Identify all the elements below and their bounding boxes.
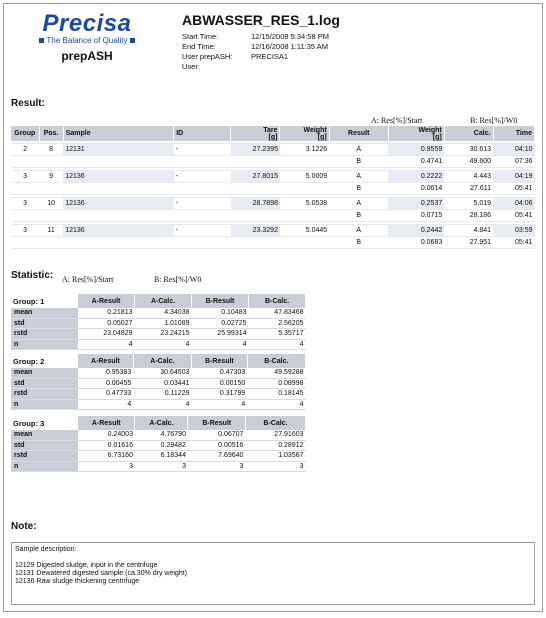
time-cell: 04:19 — [493, 171, 534, 183]
square-bullet-icon — [39, 38, 44, 43]
stat-value: 7.69640 — [188, 451, 245, 462]
pos-cell — [39, 237, 63, 249]
result-group-rows — [11, 195, 535, 222]
statistic-section-title: Statistic: — [11, 270, 54, 281]
result-weight-cell: 0.2442 — [388, 225, 444, 237]
stat-label: std — [11, 378, 78, 389]
result-legend-b: B: Res[%]/W0 — [470, 116, 518, 125]
result-col-header: Weight [g] — [280, 126, 329, 141]
weight-cell — [280, 156, 329, 168]
calc-cell: 4.841 — [444, 225, 493, 237]
result-letter-cell: B — [329, 237, 388, 249]
table-row — [11, 308, 306, 318]
table-row — [11, 339, 306, 350]
pos-cell: 9 — [39, 171, 63, 183]
statistic-col-header: B-Calc. — [245, 416, 305, 430]
time-cell: 03:59 — [493, 225, 534, 237]
time-cell: 04:10 — [493, 144, 534, 156]
sample-cell — [63, 237, 173, 249]
file-title: ABWASSER_RES_1.log — [182, 12, 340, 28]
statistic-col-header: A-Result — [78, 416, 135, 430]
result-letter-cell: B — [329, 210, 388, 222]
statistic-header-row — [11, 416, 306, 430]
stat-value: 0.47303 — [191, 368, 247, 378]
tare-cell: 28.7898 — [231, 198, 280, 210]
result-weight-cell: 0.2222 — [388, 171, 444, 183]
group-name: Group: 2 — [11, 354, 78, 368]
statistic-col-header: A-Calc. — [135, 294, 192, 308]
group-cell — [11, 156, 39, 168]
stat-value: 0.00516 — [188, 440, 245, 451]
time-cell: 05:41 — [493, 183, 534, 195]
statistic-col-header: B-Result — [191, 354, 247, 368]
statistic-header-row — [11, 354, 306, 368]
table-row — [11, 399, 306, 410]
sample-cell: 12131 — [63, 144, 173, 156]
brand-block — [12, 10, 162, 63]
statistic-table — [11, 354, 306, 410]
sample-cell: 12136 — [63, 198, 173, 210]
id-cell: - — [174, 225, 231, 237]
stat-value: 30.64503 — [133, 368, 191, 378]
stat-value: 4 — [191, 399, 247, 410]
statistic-col-header: A-Calc. — [135, 416, 188, 430]
table-row — [11, 183, 535, 195]
group-name: Group: 3 — [11, 416, 78, 430]
table-row — [11, 318, 306, 329]
stat-value: 3 — [245, 461, 305, 472]
calc-cell: 4.443 — [444, 171, 493, 183]
sample-cell — [63, 183, 173, 195]
pos-cell: 10 — [39, 198, 63, 210]
id-cell: - — [174, 198, 231, 210]
statistic-legend-a: A: Res[%]/Start — [62, 275, 114, 284]
group-cell: 3 — [11, 198, 39, 210]
statistic-col-header: B-Calc. — [249, 294, 306, 308]
stat-value: 0.03441 — [133, 378, 191, 389]
stat-value: 0.08998 — [247, 378, 305, 389]
meta-row — [182, 52, 329, 62]
statistic-col-header: B-Result — [192, 294, 249, 308]
table-row — [11, 368, 306, 378]
stat-value: 0.11229 — [133, 389, 191, 400]
statistic-table — [11, 294, 306, 350]
stat-label: n — [11, 461, 78, 472]
file-meta — [182, 32, 329, 72]
result-header-row — [11, 126, 535, 141]
table-row — [11, 440, 306, 451]
stat-value: 4 — [78, 399, 134, 410]
table-row — [11, 156, 535, 168]
calc-cell: 28.186 — [444, 210, 493, 222]
statistic-legend-b: B: Res[%]/W0 — [154, 275, 202, 284]
stat-value: 23.24215 — [135, 329, 192, 340]
group-cell: 3 — [11, 171, 39, 183]
id-cell — [174, 210, 231, 222]
stat-value: 0.24003 — [78, 430, 135, 440]
calc-cell: 49.600 — [444, 156, 493, 168]
stat-value: 4 — [249, 339, 306, 350]
group-cell — [11, 210, 39, 222]
table-row — [11, 144, 535, 156]
result-col-header: ID — [174, 126, 231, 141]
note-box — [11, 542, 535, 605]
meta-label: Start Time: — [182, 32, 219, 41]
result-letter-cell: B — [329, 183, 388, 195]
weight-cell — [280, 210, 329, 222]
precisa-logo: Precisa — [42, 10, 132, 37]
stat-label: n — [11, 339, 78, 350]
result-col-header: Pos. — [39, 126, 63, 141]
table-row — [11, 461, 306, 472]
pos-cell — [39, 183, 63, 195]
stat-label: n — [11, 399, 78, 410]
result-col-header: Result — [329, 126, 388, 141]
weight-cell: 5.0538 — [280, 198, 329, 210]
table-row — [11, 225, 535, 237]
sample-cell: 12136 — [63, 171, 173, 183]
stat-value: 3 — [188, 461, 245, 472]
weight-cell: 5.0009 — [280, 171, 329, 183]
table-row — [11, 210, 535, 222]
stat-label: mean — [11, 430, 78, 440]
sample-cell — [63, 156, 173, 168]
stat-value: 4.76790 — [135, 430, 188, 440]
stat-label: mean — [11, 308, 78, 318]
statistic-col-header: A-Result — [78, 354, 134, 368]
stat-value: 25.99314 — [192, 329, 249, 340]
stat-label: std — [11, 318, 78, 329]
stat-value: 0.01616 — [78, 440, 135, 451]
result-legend-a: A: Res[%]/Start — [371, 116, 423, 125]
meta-row — [182, 62, 329, 72]
result-weight-cell: 0.0715 — [388, 210, 444, 222]
table-row — [11, 171, 535, 183]
stat-label: std — [11, 440, 78, 451]
product-name: prepASH — [61, 49, 113, 63]
stat-value: 4 — [192, 339, 249, 350]
id-cell — [174, 183, 231, 195]
stat-value: 0.31799 — [191, 389, 247, 400]
statistic-col-header: B-Calc. — [247, 354, 305, 368]
calc-cell: 5.019 — [444, 198, 493, 210]
tagline-text: The Balance of Quality — [46, 36, 128, 45]
tare-cell — [231, 210, 280, 222]
stat-value: 0.18145 — [247, 389, 305, 400]
time-cell: 04:06 — [493, 198, 534, 210]
result-weight-cell: 0.9559 — [388, 144, 444, 156]
tare-cell — [231, 183, 280, 195]
id-cell: - — [174, 144, 231, 156]
table-row — [11, 378, 306, 389]
stat-value: 4 — [135, 339, 192, 350]
weight-cell: 3.1226 — [280, 144, 329, 156]
stat-label: mean — [11, 368, 78, 378]
meta-value: 12/16/2008 1:11:35 AM — [251, 42, 329, 51]
result-letter-cell: A — [329, 225, 388, 237]
report-page — [3, 3, 543, 612]
stat-value: 4 — [247, 399, 305, 410]
stat-value: 3 — [78, 461, 135, 472]
table-row — [11, 430, 306, 440]
stat-value: 5.35717 — [249, 329, 306, 340]
meta-row — [182, 42, 329, 52]
tare-cell: 27.2395 — [231, 144, 280, 156]
stat-value: 0.05027 — [78, 318, 135, 329]
result-col-header: Weight [g] — [388, 126, 444, 141]
result-letter-cell: B — [329, 156, 388, 168]
time-cell: 07:36 — [493, 156, 534, 168]
table-row — [11, 329, 306, 340]
meta-row — [182, 32, 329, 42]
stat-value: 0.29482 — [135, 440, 188, 451]
weight-cell: 5.0445 — [280, 225, 329, 237]
table-row — [11, 198, 535, 210]
statistic-col-header: A-Result — [78, 294, 135, 308]
table-row — [11, 451, 306, 462]
stat-label: rstd — [11, 389, 78, 400]
id-cell — [174, 156, 231, 168]
calc-cell: 27.951 — [444, 237, 493, 249]
statistic-col-header: B-Result — [188, 416, 245, 430]
group-cell — [11, 183, 39, 195]
tare-cell — [231, 237, 280, 249]
stat-value: 4.34038 — [135, 308, 192, 318]
note-section-title: Note: — [11, 521, 37, 532]
stat-value: 49.59288 — [247, 368, 305, 378]
stat-value: 0.00150 — [191, 378, 247, 389]
calc-cell: 30.613 — [444, 144, 493, 156]
table-row — [11, 389, 306, 400]
brand-tagline — [12, 36, 162, 45]
sample-cell — [63, 210, 173, 222]
weight-cell — [280, 183, 329, 195]
result-section-title: Result: — [11, 98, 45, 109]
stat-value: 47.83468 — [249, 308, 306, 318]
tare-cell: 23.3292 — [231, 225, 280, 237]
stat-value: 0.02725 — [192, 318, 249, 329]
calc-cell: 27.611 — [444, 183, 493, 195]
stat-value: 4 — [133, 399, 191, 410]
result-col-header: Sample — [63, 126, 173, 141]
stat-value: 6.73160 — [78, 451, 135, 462]
stat-value: 2.56205 — [249, 318, 306, 329]
stat-label: rstd — [11, 329, 78, 340]
result-group-rows — [11, 141, 535, 168]
table-row — [11, 237, 535, 249]
stat-value: 0.10483 — [192, 308, 249, 318]
time-cell: 05:41 — [493, 237, 534, 249]
group-cell: 3 — [11, 225, 39, 237]
result-letter-cell: A — [329, 144, 388, 156]
meta-value: PRECISA1 — [251, 52, 289, 61]
stat-value: 27.91603 — [245, 430, 305, 440]
group-cell: 2 — [11, 144, 39, 156]
result-group-rows — [11, 168, 535, 195]
result-letter-cell: A — [329, 171, 388, 183]
id-cell — [174, 237, 231, 249]
pos-cell — [39, 156, 63, 168]
result-col-header: Calc. — [444, 126, 493, 141]
stat-value: 23.04829 — [78, 329, 135, 340]
result-col-header: Time — [493, 126, 534, 141]
note-line: 12129 Digested sludge, input in the centrifuge — [15, 562, 158, 569]
group-name: Group: 1 — [11, 294, 78, 308]
meta-label: End Time: — [182, 42, 216, 51]
id-cell: - — [174, 171, 231, 183]
stat-value: 0.21813 — [78, 308, 135, 318]
pos-cell: 8 — [39, 144, 63, 156]
group-cell — [11, 237, 39, 249]
stat-value: 0.06707 — [188, 430, 245, 440]
stat-label: rstd — [11, 451, 78, 462]
stat-value: 0.95383 — [78, 368, 134, 378]
stat-value: 1.03567 — [245, 451, 305, 462]
stat-value: 0.00455 — [78, 378, 134, 389]
time-cell: 05:41 — [493, 210, 534, 222]
weight-cell — [280, 237, 329, 249]
stat-value: 0.47733 — [78, 389, 134, 400]
sample-cell: 12136 — [63, 225, 173, 237]
stat-value: 4 — [78, 339, 135, 350]
note-line: 12136 Raw sludge thickening centrifuge — [15, 578, 140, 585]
pos-cell: 11 — [39, 225, 63, 237]
note-line — [15, 554, 531, 562]
statistic-header-row — [11, 294, 306, 308]
meta-label: User: — [182, 62, 200, 71]
stat-value: 0.28912 — [245, 440, 305, 451]
stat-value: 1.01089 — [135, 318, 192, 329]
result-weight-cell: 0.4741 — [388, 156, 444, 168]
statistic-col-header: A-Calc. — [133, 354, 191, 368]
result-weight-cell: 0.0683 — [388, 237, 444, 249]
result-weight-cell: 0.0614 — [388, 183, 444, 195]
tare-cell: 27.8015 — [231, 171, 280, 183]
meta-label: User prepASH: — [182, 52, 233, 61]
square-bullet-icon — [130, 38, 135, 43]
note-line: Sample description: — [15, 546, 77, 553]
result-col-header: Group — [11, 126, 39, 141]
meta-value: 12/15/2008 5:34:58 PM — [251, 32, 329, 41]
result-letter-cell: A — [329, 198, 388, 210]
stat-value: 3 — [135, 461, 188, 472]
tare-cell — [231, 156, 280, 168]
result-table — [11, 126, 535, 249]
result-col-header: Tare [g] — [231, 126, 280, 141]
pos-cell — [39, 210, 63, 222]
result-weight-cell: 0.2537 — [388, 198, 444, 210]
stat-value: 6.18344 — [135, 451, 188, 462]
statistic-table — [11, 416, 306, 472]
result-group-rows — [11, 222, 535, 249]
note-line: 12131 Dewatered digested sample (ca.30% dry weight) — [15, 570, 187, 577]
